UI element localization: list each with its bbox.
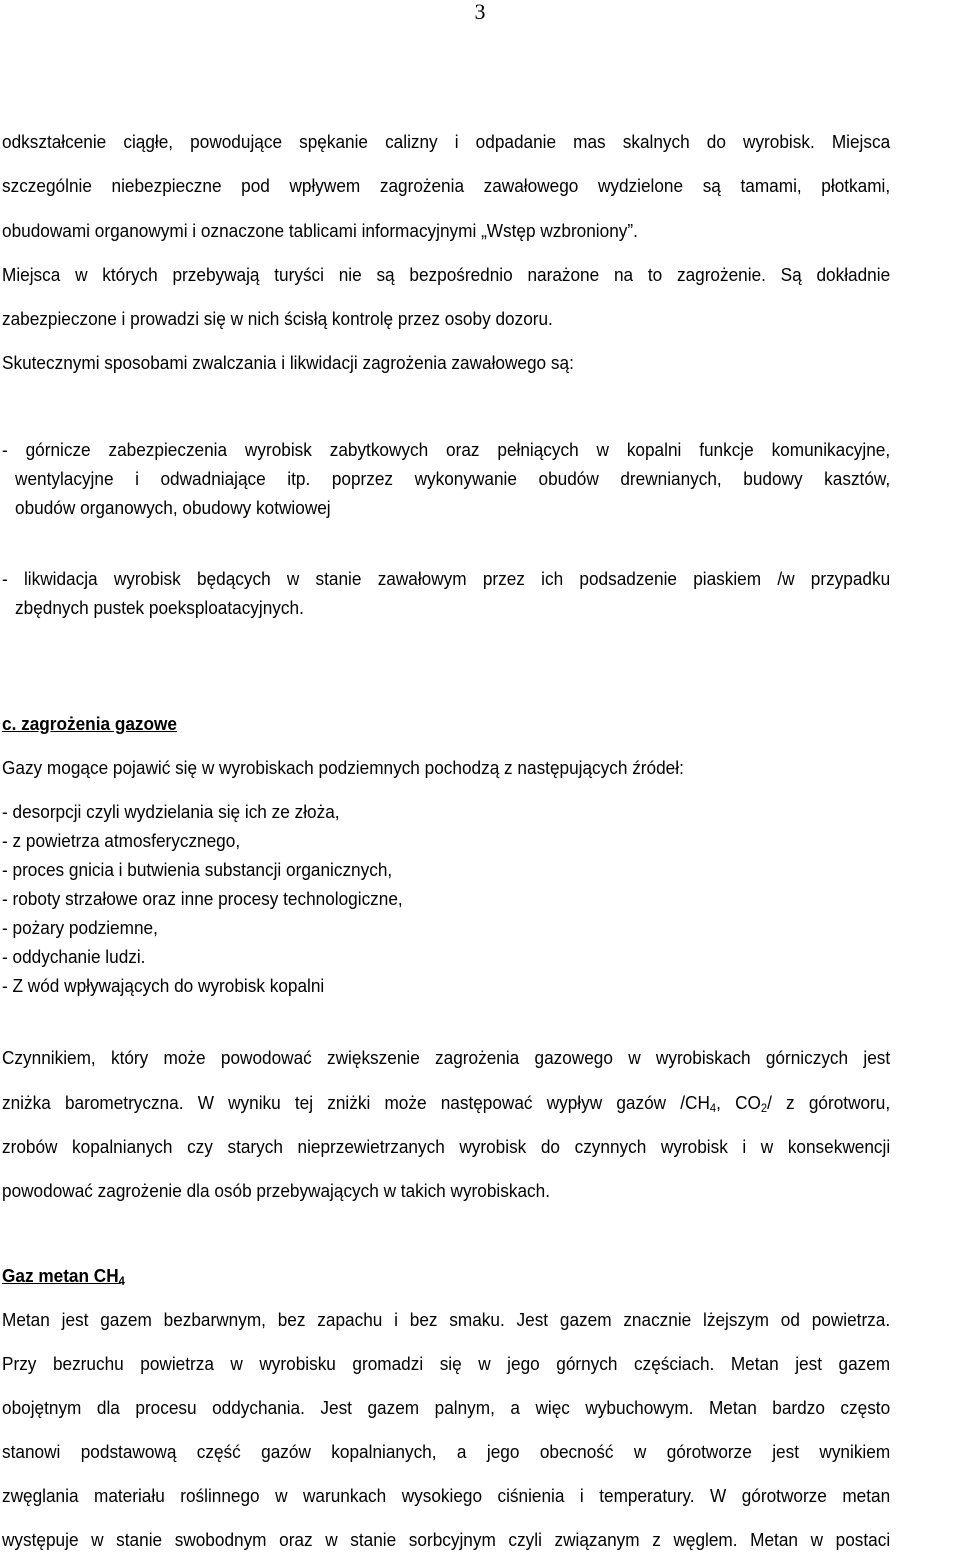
text-line: Miejsca w których przebywają turyści nie są bezpośrednio narażone na to zagrożenie. Są dokładnie (2, 264, 891, 285)
list-item: - roboty strzałowe oraz inne procesy technologiczne, (2, 888, 403, 909)
bullet-line: - likwidacja wyrobisk będących w stanie zawałowym przez ich podsadzenie piaskiem /w przypadku (2, 568, 891, 589)
text-line: obudowami organowymi i oznaczone tablicami informacyjnymi „Wstęp wzbroniony”. (2, 220, 638, 241)
bullet-line: obudów organowych, obudowy kotwiowej (15, 497, 331, 518)
section-heading (2, 1265, 890, 1287)
heading-text: Gaz metan CH (2, 1265, 119, 1286)
list-item: - pożary podziemne, (2, 917, 158, 938)
text-line: Przy bezruchu powietrza w wyrobisku gromadzi się w jego górnych częściach. Metan jest gazem (2, 1353, 891, 1374)
text-line: występuje w stanie swobodnym oraz w stanie sorbcyjnym czyli związanym z węglem. Metan w postaci (2, 1529, 891, 1550)
text-fragment: / z górotworu, (767, 1092, 891, 1113)
list-item: - proces gnicia i butwienia substancji organicznych, (2, 859, 393, 880)
list-item: - Z wód wpływających do wyrobisk kopalni (2, 975, 325, 996)
text-line: Metan jest gazem bezbarwnym, bez zapachu i bez smaku. Jest gazem znacznie lżejszym od powietrza. (2, 1309, 891, 1330)
text-line: obojętnym dla procesu oddychania. Jest gazem palnym, a więc wybuchowym. Metan bardzo często (2, 1397, 891, 1418)
text-line: odkształcenie ciągłe, powodujące spękanie calizny i odpadanie mas skalnych do wyrobisk. Miejsca (2, 131, 891, 152)
text-fragment: , CO (716, 1092, 761, 1113)
bullet-line: wentylacyjne i odwadniające itp. poprzez wykonywanie obudów drewnianych, budowy kasztów, (15, 468, 891, 489)
text-line: szczególnie niebezpieczne pod wpływem zagrożenia zawałowego wydzielone są tamami, płotkami, (2, 175, 891, 196)
list-item: - desorpcji czyli wydzielania się ich ze złoża, (2, 801, 340, 822)
text-line: Czynnikiem, który może powodować zwiększenie zagrożenia gazowego w wyrobiskach górniczych jest (2, 1047, 891, 1068)
list-item: - oddychanie ludzi. (2, 946, 146, 967)
subscript: 4 (118, 1274, 125, 1288)
page-number: 3 (474, 0, 486, 24)
list-item: - z powietrza atmosferycznego, (2, 830, 241, 851)
text-line (2, 1092, 890, 1114)
text-line: zrobów kopalnianych czy starych nieprzewietrzanych wyrobisk do czynnych wyrobisk i w konsekwencji (2, 1136, 891, 1157)
text-line: stanowi podstawową część gazów kopalnianych, a jego obecność w górotworze jest wynikiem (2, 1441, 891, 1462)
text-line: zwęglania materiału roślinnego w warunkach wysokiego ciśnienia i temperatury. W górotworze metan (2, 1485, 891, 1506)
text-fragment: zniżka barometryczna. W wyniku tej zniżki może następować wypływ gazów /CH (2, 1092, 710, 1113)
bullet-line: zbędnych pustek poeksploatacyjnych. (15, 597, 304, 618)
text-line: zabezpieczone i prowadzi się w nich ścisłą kontrolę przez osoby dozoru. (2, 308, 553, 329)
subscript: 4 (709, 1101, 717, 1115)
section-heading: c. zagrożenia gazowe (2, 713, 177, 734)
bullet-line: - górnicze zabezpieczenia wyrobisk zabytkowych oraz pełniących w kopalni funkcje komunikacyjne, (2, 439, 891, 460)
section-intro: Gazy mogące pojawić się w wyrobiskach podziemnych pochodzą z następujących źródeł: (2, 757, 684, 778)
subscript: 2 (760, 1101, 768, 1115)
text-line: powodować zagrożenie dla osób przebywających w takich wyrobiskach. (2, 1180, 550, 1201)
text-line: Skutecznymi sposobami zwalczania i likwidacji zagrożenia zawałowego są: (2, 352, 574, 373)
